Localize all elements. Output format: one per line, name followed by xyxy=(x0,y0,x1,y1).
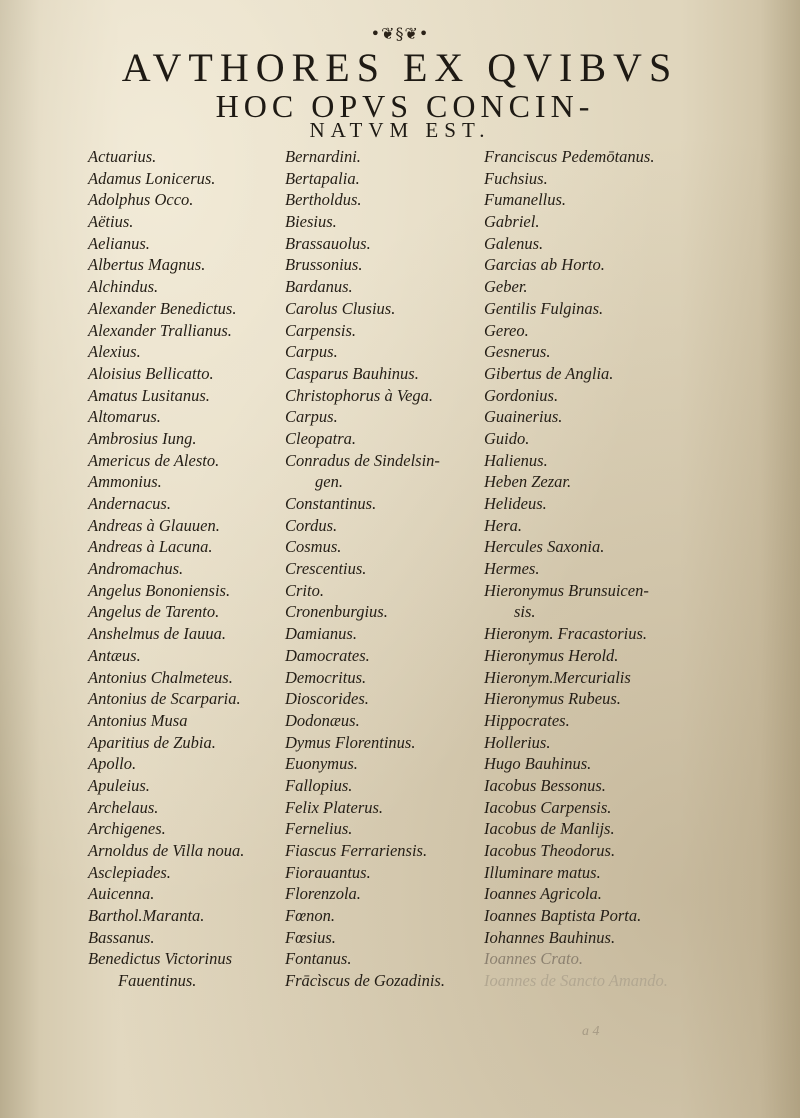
author-entry: Actuarius. xyxy=(88,147,157,166)
author-entry: Bernardini. xyxy=(285,147,361,166)
author-entry: Helideus. xyxy=(484,494,547,513)
author-entry: Bardanus. xyxy=(285,277,353,297)
author-entry: Fernelius. xyxy=(285,819,353,839)
author-column-3 xyxy=(484,146,714,992)
author-entry: Gesnerus. xyxy=(484,342,551,362)
author-entry: Illuminare matus. xyxy=(484,862,601,882)
author-entry: Halienus. xyxy=(484,450,548,470)
author-entry: Andreas à Lacuna. xyxy=(88,537,213,557)
author-entry: Andromachus. xyxy=(88,559,184,579)
author-entry: Ioannes Baptista Porta. xyxy=(484,906,642,926)
author-entry: Andernacus. xyxy=(88,494,171,513)
author-entry: Euonymus. xyxy=(285,754,358,774)
author-entry: Aëtius. xyxy=(88,212,134,232)
author-entry: Dodonæus. xyxy=(285,710,360,730)
author-entry: Fœnon. xyxy=(285,906,335,926)
author-entry: Ambrosius Iung. xyxy=(88,428,197,448)
author-entry: Guido. xyxy=(484,428,530,448)
author-entry: Cordus. xyxy=(285,515,338,535)
author-entry: Crito. xyxy=(285,580,324,600)
author-entry: Albertus Magnus. xyxy=(88,255,206,275)
header-ornament: •❦§❦• xyxy=(370,24,430,43)
author-entry: Heben Zezar. xyxy=(484,472,572,492)
author-entry: Bertholdus. xyxy=(285,190,362,210)
author-entry: Antonius Chalmeteus. xyxy=(88,667,233,687)
author-entry: Fauentinus. xyxy=(118,971,197,991)
author-entry: Galenus. xyxy=(484,233,544,253)
author-entry: Bassanus. xyxy=(88,927,155,947)
author-entry: Amatus Lusitanus. xyxy=(88,385,210,405)
author-entry: Gabriel. xyxy=(484,212,540,232)
author-entry: Fontanus. xyxy=(285,949,352,969)
author-entry: Carpensis. xyxy=(285,320,357,340)
author-entry: Fiorauantus. xyxy=(285,862,371,882)
author-entry: Carpus. xyxy=(285,342,338,362)
author-entry: Angelus Bononiensis. xyxy=(88,580,231,600)
author-entry: Conradus de Sindelsin- xyxy=(285,450,440,470)
author-entry: Alchindus. xyxy=(88,277,159,297)
author-entry: sis. xyxy=(514,602,536,622)
author-entry: Fallopius. xyxy=(285,775,353,795)
author-entry: Carpus. xyxy=(285,407,338,427)
author-entry: Crescentius. xyxy=(285,559,367,579)
author-entry: Fuchsius. xyxy=(484,168,548,188)
author-entry: Hieronymus Brunsuicen- xyxy=(484,580,649,600)
author-entry: Gereo. xyxy=(484,320,529,340)
author-entry: Americus de Alesto. xyxy=(88,450,220,470)
author-entry: Brussonius. xyxy=(285,255,363,275)
author-entry: Cronenburgius. xyxy=(285,602,388,622)
author-entry: Gibertus de Anglia. xyxy=(484,363,614,383)
author-entry: Andreas à Glauuen. xyxy=(88,515,220,535)
author-entry: Cleopatra. xyxy=(285,428,357,448)
author-entry: Aelianus. xyxy=(88,233,150,253)
author-column-1 xyxy=(88,146,288,992)
author-entry: gen. xyxy=(315,472,343,492)
author-entry: Aloisius Bellicatto. xyxy=(88,363,214,383)
author-entry: Fœsius. xyxy=(285,927,336,947)
author-entry: Guainerius. xyxy=(484,407,563,427)
author-entry: Alexander Trallianus. xyxy=(88,320,232,340)
author-entry: Hugo Bauhinus. xyxy=(484,754,592,774)
author-entry: Hollerius. xyxy=(484,732,551,752)
author-entry: Apollo. xyxy=(88,754,137,774)
author-entry: Alexius. xyxy=(88,342,141,362)
author-entry: Hieronym.Mercurialis xyxy=(484,667,631,687)
author-entry: Iohannes Bauhinus. xyxy=(484,927,616,947)
author-entry: Damianus. xyxy=(285,624,357,644)
author-entry: Fiascus Ferrariensis. xyxy=(285,841,428,860)
signature-mark: a 4 xyxy=(582,1024,600,1039)
author-entry: Hieronym. Fracastorius. xyxy=(484,624,648,644)
author-entry: Carolus Clusius. xyxy=(285,298,396,318)
author-entry: Apuleius. xyxy=(88,775,150,795)
author-entry: Archelaus. xyxy=(88,797,159,817)
author-entry: Antæus. xyxy=(88,645,141,665)
author-entry: Brassauolus. xyxy=(285,233,371,253)
author-entry: Antonius Musa xyxy=(88,710,188,730)
author-entry: Ioannes Crato. xyxy=(484,949,583,969)
author-entry: Casparus Bauhinus. xyxy=(285,363,419,383)
author-entry: Biesius. xyxy=(285,212,337,232)
author-entry: Gordonius. xyxy=(484,385,559,405)
author-entry: Ioannes Agricola. xyxy=(484,884,602,904)
author-entry: Dymus Florentinus. xyxy=(285,732,416,752)
author-entry: Garcias ab Horto. xyxy=(484,255,605,275)
author-entry: Alexander Benedictus. xyxy=(88,298,237,318)
author-entry: Hermes. xyxy=(484,559,540,579)
author-entry: Dioscorides. xyxy=(285,689,369,709)
author-entry: Felix Platerus. xyxy=(285,797,384,817)
page-title-line-2: HOC OPVS CONCIN- xyxy=(215,88,595,124)
author-entry: Adolphus Occo. xyxy=(88,190,194,210)
author-entry: Archigenes. xyxy=(88,819,166,839)
author-entry: Hippocrates. xyxy=(484,710,570,730)
author-entry: Angelus de Tarento. xyxy=(88,602,220,622)
author-entry: Florenzola. xyxy=(285,884,361,904)
author-entry: Altomarus. xyxy=(88,407,161,427)
author-entry: Ammonius. xyxy=(88,472,162,492)
author-entry: Hera. xyxy=(484,515,523,535)
author-entry: Benedictus Victorinus xyxy=(88,949,233,969)
author-entry: Cosmus. xyxy=(285,537,342,557)
author-entry: Arnoldus de Villa noua. xyxy=(88,841,245,860)
author-entry: Bertapalia. xyxy=(285,168,360,188)
author-entry: Anshelmus de Iauua. xyxy=(88,624,226,644)
author-entry: Hercules Saxonia. xyxy=(484,537,605,557)
author-entry: Asclepiades. xyxy=(88,862,171,882)
author-entry: Iacobus de Manlijs. xyxy=(484,819,615,839)
page-title-line-3: NATVM EST. xyxy=(309,118,491,142)
author-entry: Christophorus à Vega. xyxy=(285,385,434,405)
author-entry: Frācìscus de Gozadinis. xyxy=(285,971,445,991)
author-entry: Franciscus Pedemōtanus. xyxy=(484,147,655,166)
author-entry: Iacobus Theodorus. xyxy=(484,841,616,860)
author-entry: Constantinus. xyxy=(285,494,377,513)
author-entry: Antonius de Scarparia. xyxy=(88,689,241,709)
author-column-2 xyxy=(285,146,485,992)
author-entry: Iacobus Carpensis. xyxy=(484,797,612,817)
author-entry: Hieronymus Rubeus. xyxy=(484,689,621,709)
author-entry: Damocrates. xyxy=(285,645,370,665)
author-entry: Barthol.Maranta. xyxy=(88,906,205,926)
author-entry: Fumanellus. xyxy=(484,190,567,210)
author-entry: Adamus Lonicerus. xyxy=(88,168,216,188)
author-entry: Iacobus Bessonus. xyxy=(484,775,606,795)
author-entry: Aparitius de Zubia. xyxy=(88,732,216,752)
author-entry: Democritus. xyxy=(285,667,367,687)
page-title-line-1: AVTHORES EX QVIBVS xyxy=(121,45,679,90)
author-entry: Geber. xyxy=(484,277,528,297)
author-entry: Auicenna. xyxy=(88,884,155,904)
author-entry: Ioannes de Sancto Amando. xyxy=(484,971,668,991)
author-entry: Gentilis Fulginas. xyxy=(484,298,604,318)
author-entry: Hieronymus Herold. xyxy=(484,645,619,665)
